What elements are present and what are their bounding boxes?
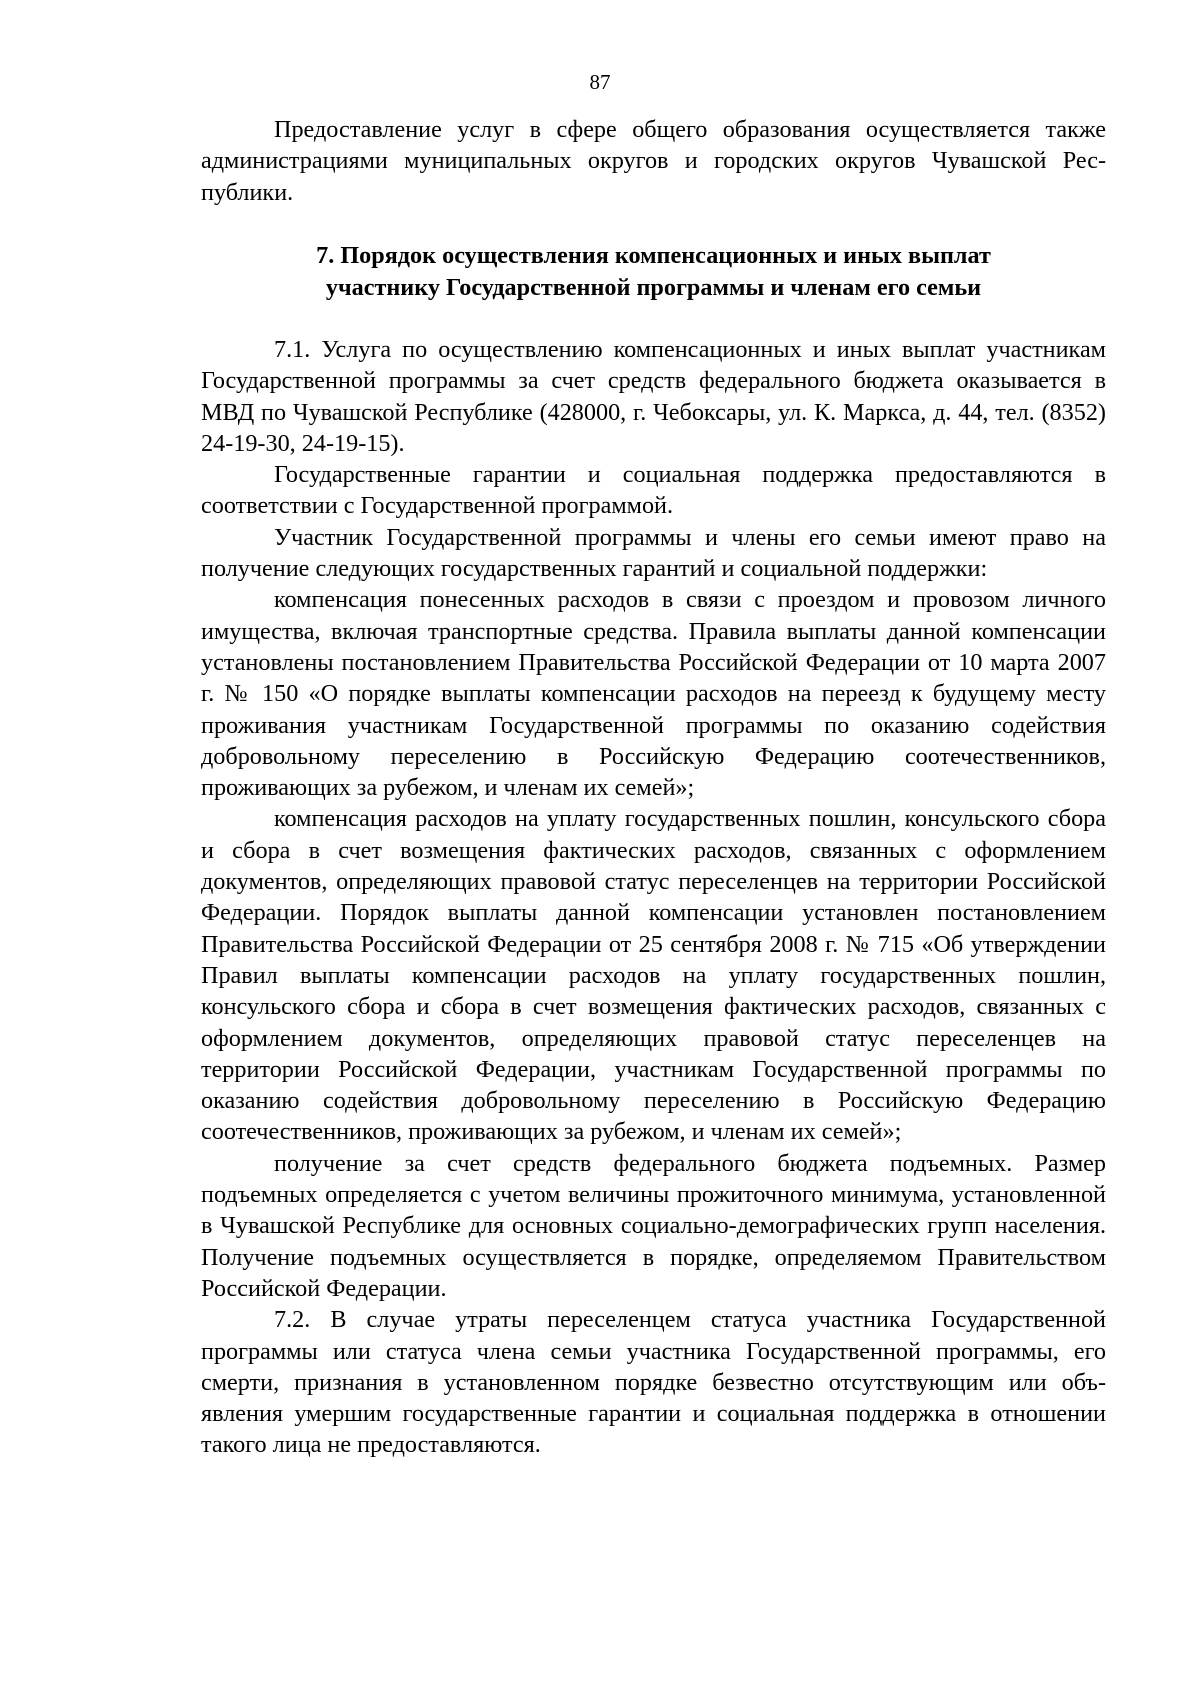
paragraph-fees-compensation: компенсация расходов на уплату государственных пошлин, консульского сбора и сбора в счет возмещения фактических расходов, связанных с оформлением документов, определяющих правовой статус переселенцев на территории Российской Федерации. Порядок выплаты данной компенсации установлен постановлением Правительства Российской Федерации от 25 сентября 2008 г. № 715 «Об утверждении Правил выплаты компенсации расходов на уплату государственных пошлин, консульского сбора и сбора в счет возмещения фактических расходов, связанных с оформлением документов, определяющих правовой статус переселенцев на территории Российской Федерации, участникам Государственной программы по оказанию содействия добровольному переселению в Российскую Федерацию соотечественников, проживающих за рубежом, и членам их семей»; bbox=[201, 805, 1106, 1146]
paragraph-7-1: 7.1. Услуга по осуществлению компенсационных и иных выплат участникам Государственной программы за счет средств федерального бюджета оказывается в МВД по Чувашской Республике (428000, г. Чебоксары, ул. К. Маркса, д. 44, тел. (8352) 24-19-30, 24-19-15). bbox=[201, 336, 1106, 457]
section-heading-line-2: участнику Государственной программы и членам его семьи bbox=[325, 273, 982, 301]
paragraph-rights: Участник Государственной программы и члены его семьи имеют право на получение следующих государственных гарантий и социальной поддержки: bbox=[201, 523, 1106, 583]
paragraph-7-2: 7.2. В случае утраты переселенцем статуса участника Государственной программы или статуса члена семьи участника Государственной программы, его смерти, признания в установленном порядке безвестно отсутствующим или объявления умершим государственные гарантии и социальная поддержка в отношении такого лица не предоставляются. bbox=[201, 1306, 1106, 1459]
section-body bbox=[201, 334, 1106, 1461]
paragraph-guarantees: Государственные гарантии и социальная поддержка предоставляются в соответствии с Государственной программой. bbox=[201, 461, 1106, 520]
section-heading-line-1: 7. Порядок осуществления компенсационных и иных выплат bbox=[316, 242, 991, 269]
intro-paragraph: Предоставление услуг в сфере общего образования осуществляется также администрациями муниципальных округов и городских округов Чувашской Республики. bbox=[201, 116, 1106, 206]
intro-section bbox=[201, 114, 1106, 208]
paragraph-relocation-compensation: компенсация понесенных расходов в связи с проездом и провозом личного имущества, включая транспортные средства. Правила выплаты данной компенсации установлены постановлением Правительства Российской Федерации от 10 марта 2007 г. № 150 «О порядке выплаты компенсации расходов на переезд к будущему месту проживания участникам Государственной программы по оказанию содействия добровольному переселению в Российскую Федерацию соотечественников, проживающих за рубежом, и членам их семей»; bbox=[201, 586, 1106, 802]
page-number: 87 bbox=[589, 70, 611, 94]
paragraph-lifting-allowance: получение за счет средств федерального бюджета подъемных. Размер подъемных определяется с учетом величины прожиточного минимума, установленной в Чувашской Республике для основных социально-демографических групп населения. Получение подъемных осуществляется в порядке, определяемом Правительством Российской Федерации. bbox=[201, 1149, 1106, 1302]
section-heading bbox=[201, 240, 1106, 303]
